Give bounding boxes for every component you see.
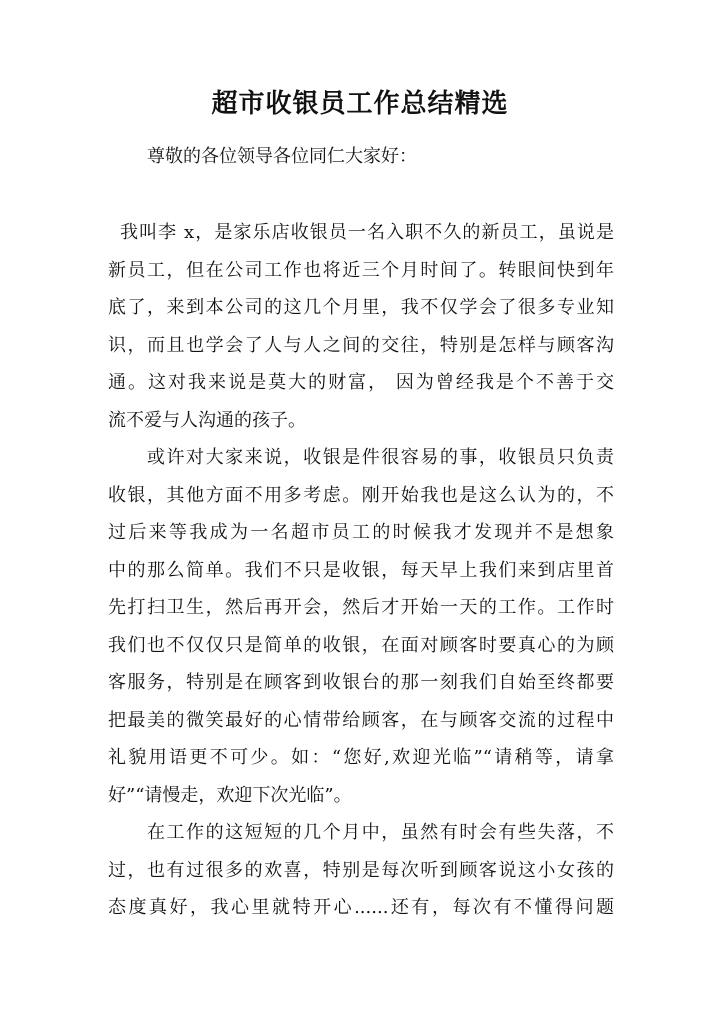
greeting-line: 尊敬的各位领导各位同仁大家好： (147, 146, 417, 167)
text-line: 收银，其他方面不用多考虑。刚开始我也是这么认为的，不 (108, 484, 614, 506)
body-text (108, 214, 614, 927)
text-line: 我们也不仅仅只是简单的收银，在面对顾客时要真心的为顾 (108, 634, 614, 656)
text-line: 过后来等我成为一名超市员工的时候我才发现并不是想象 (108, 522, 614, 543)
text-line: 把最美的微笑最好的心情带给顾客，在与顾客交流的过程中 (108, 709, 614, 731)
text-line: 底了，来到本公司的这几个月里，我不仅学会了很多专业知 (108, 297, 614, 318)
text-line: 在工作的这短短的几个月中，虽然有时会有些失落，不 (147, 822, 614, 843)
text-line: 中的那么简单。我们不只是收银，每天早上我们来到店里首 (108, 559, 614, 581)
text-line: 流不爱与人沟通的孩子。 (108, 409, 306, 431)
text-line: 新员工，但在公司工作也将近三个月时间了。转眼间快到年 (108, 259, 614, 281)
text-line: 通。这对我来说是莫大的财富， 因为曾经我是个不善于交 (108, 372, 614, 393)
text-line: 先打扫卫生，然后再开会，然后才开始一天的工作。工作时 (108, 597, 614, 618)
text-line: 过，也有过很多的欢喜，特别是每次听到顾客说这小女孩的 (108, 859, 614, 881)
text-line: 礼貌用语更不可少。如：“您好,欢迎光临”“请稍等，请拿 (108, 747, 614, 768)
text-line: 识，而且也学会了人与人之间的交往，特别是怎样与顾客沟 (108, 334, 614, 356)
text-line: 或许对大家来说，收银是件很容易的事，收银员只负责 (147, 447, 614, 468)
text-line: 我叫李 x，是家乐店收银员一名入职不久的新员工，虽说是 (120, 222, 614, 243)
text-line: 态度真好，我心里就特开心......还有，每次有不懂得问题 (108, 897, 614, 918)
document-title: 超市收银员工作总结精选 (211, 89, 509, 119)
text-line: 好”“请慢走，欢迎下次光临”。 (108, 784, 352, 806)
text-line: 客服务，特别是在顾客到收银台的那一刻我们自始至终都要 (108, 672, 614, 693)
